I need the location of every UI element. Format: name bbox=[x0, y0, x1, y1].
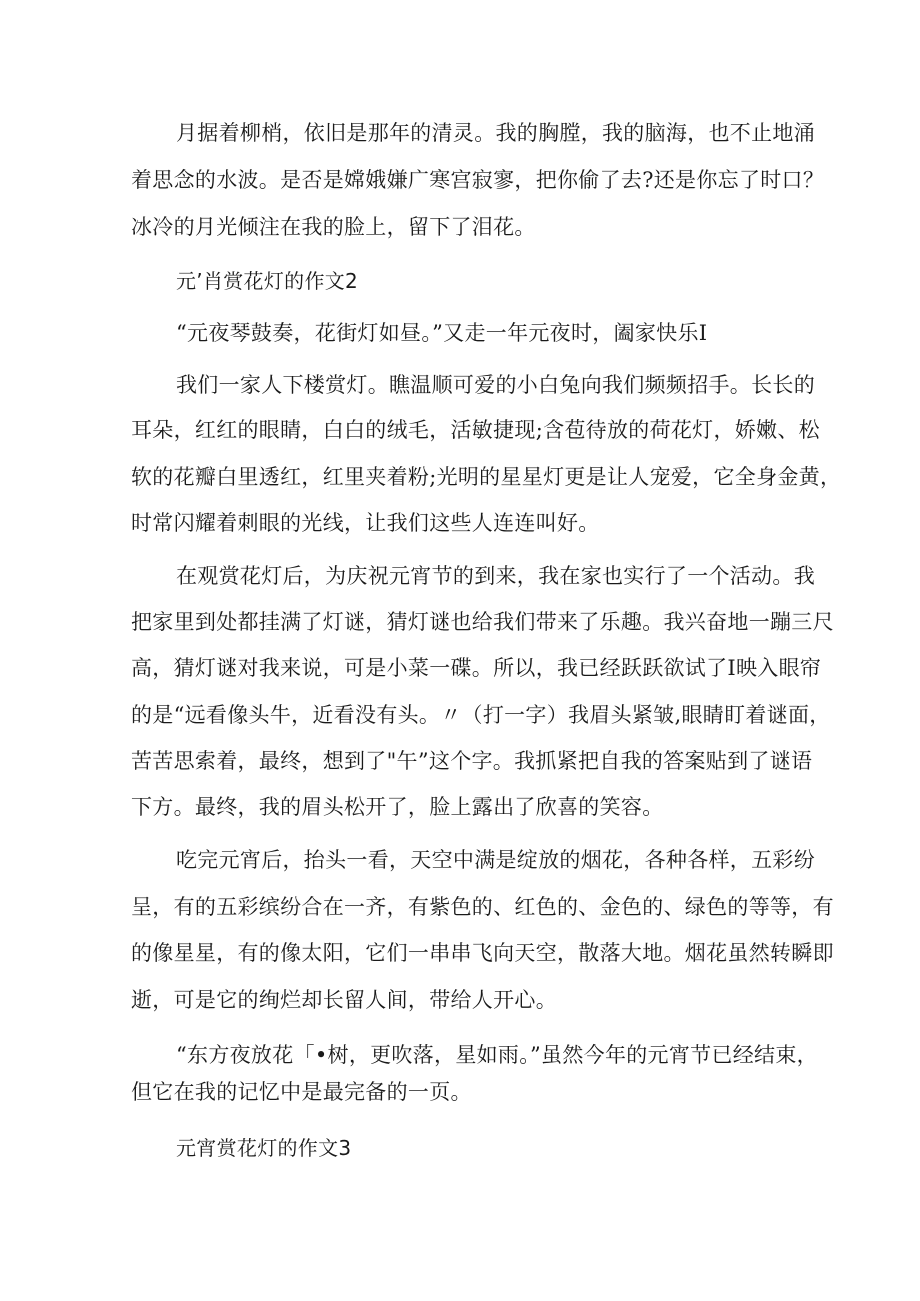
paragraph-line: 软的花瓣白里透红，红里夹着粉;光明的星星灯更是让人宠爱，它全身金黄， bbox=[131, 465, 842, 489]
paragraph-line: 月据着柳梢，依旧是那年的清灵。我的胸膛，我的脑海，也不止地涌 bbox=[176, 121, 815, 145]
paragraph-line: 逝，可是它的绚烂却长留人间，带给人开心。 bbox=[131, 988, 557, 1012]
section-heading: 元’肖赏花灯的作文2 bbox=[176, 269, 359, 293]
paragraph-line: 冰冷的月光倾注在我的脸上，留下了泪花。 bbox=[131, 215, 536, 239]
paragraph-line: 但它在我的记忆中是最完备的一页。 bbox=[131, 1080, 472, 1104]
section-heading: 元宵赏花灯的作文3 bbox=[176, 1136, 352, 1160]
paragraph-line: “元夜琴鼓奏，花街灯如昼。”又走一年元夜时，阖家快乐I bbox=[176, 321, 708, 345]
paragraph-line: 在观赏花灯后，为庆祝元宵节的到来，我在家也实行了一个活动。我 bbox=[176, 564, 815, 588]
paragraph-line: 耳朵，红红的眼睛，白白的绒毛，活敏捷现;含苞待放的荷花灯，娇嫩、松 bbox=[131, 418, 820, 442]
paragraph-line: “东方夜放花「•树，更吹落，星如雨。”虽然今年的元宵节已经结束， bbox=[176, 1043, 818, 1067]
paragraph-line: 时常闪耀着刺眼的光线，让我们这些人连连叫好。 bbox=[131, 511, 600, 535]
paragraph-line: 的像星星，有的像太阳，它们一串串飞向天空，散落大地。烟花虽然转瞬即 bbox=[131, 941, 834, 965]
paragraph-line: 高，猜灯谜对我来说，可是小菜一碟。所以，我已经跃跃欲试了I映入眼帘 bbox=[131, 656, 822, 680]
paragraph-line: 我们一家人下楼赏灯。瞧温顺可爱的小白兔向我们频频招手。长长的 bbox=[176, 373, 815, 397]
paragraph-line: 下方。最终，我的眉头松开了，脸上露出了欣喜的笑容。 bbox=[131, 795, 664, 819]
paragraph-line: 把家里到处都挂满了灯谜，猜灯谜也给我们带来了乐趣。我兴奋地一蹦三尺 bbox=[131, 610, 834, 634]
paragraph-line: 呈，有的五彩缤纷合在一齐，有紫色的、红色的、金色的、绿色的等等，有 bbox=[131, 895, 834, 919]
paragraph-line: 苦苦思索着，最终，想到了"午”这个字。我抓紧把自我的答案贴到了谜语 bbox=[131, 749, 813, 773]
paragraph-line: 的是“远看像头牛，近看没有头。〃（打一字）我眉头紧皱,眼睛盯着谜面， bbox=[131, 703, 831, 727]
paragraph-line: 吃完元宵后，抬头一看，天空中满是绽放的烟花，各种各样，五彩纷 bbox=[176, 848, 815, 872]
paragraph-line: 着思念的水波。是否是嫦娥嫌广寒宫寂寥，把你偷了去?还是你忘了时口？ bbox=[131, 168, 825, 192]
